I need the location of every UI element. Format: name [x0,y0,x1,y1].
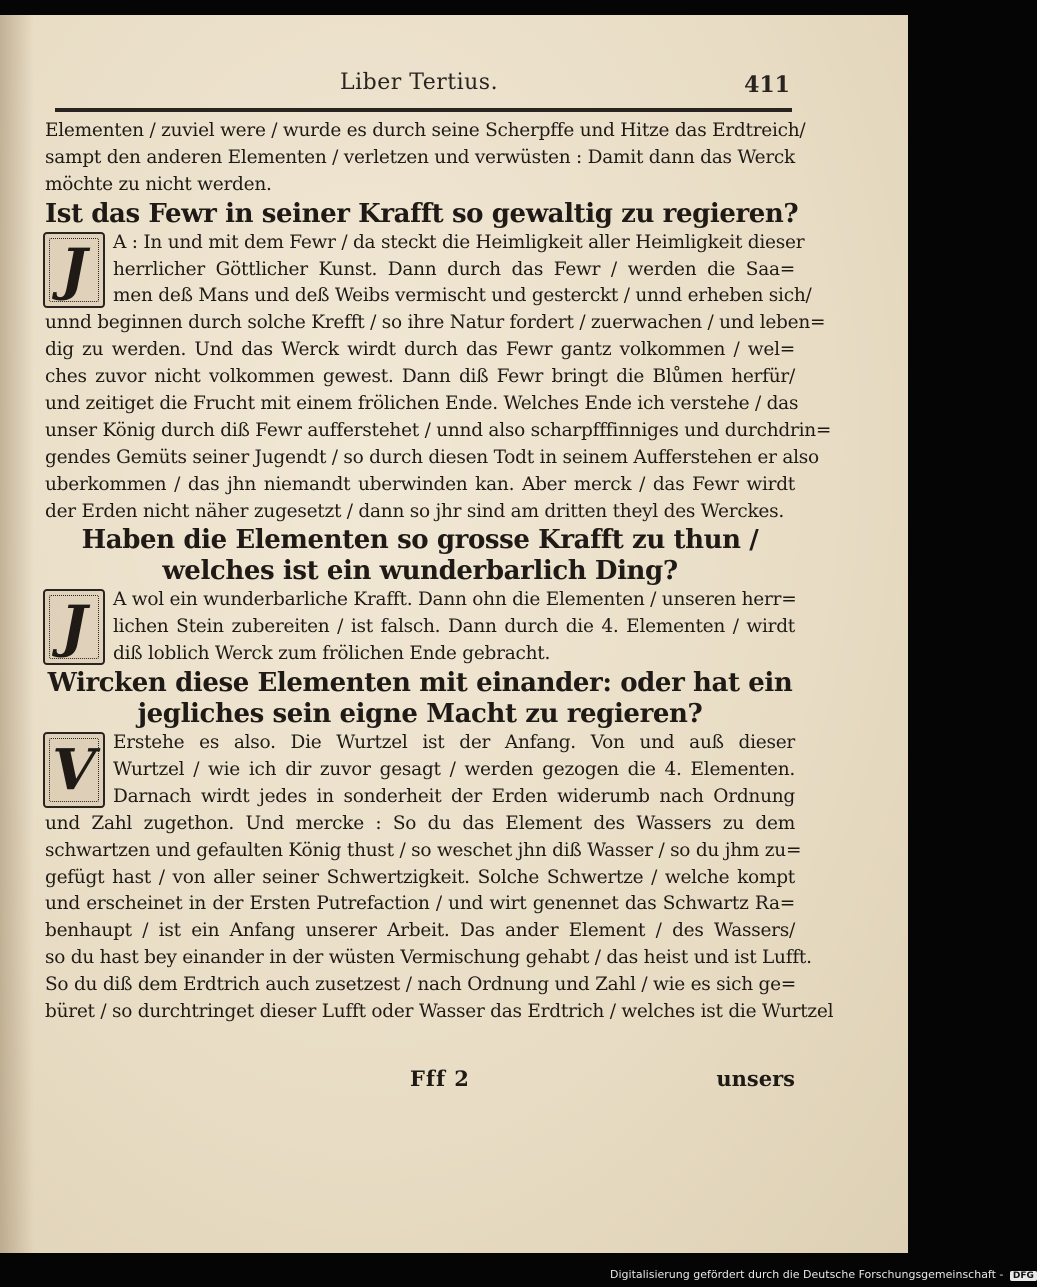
text-line: sampt den anderen Elementen / verletzen und verwüsten : Damit dann das Werck [45,146,795,168]
credit-text: Digitalisierung gefördert durch die Deutsche Forschungsgemeinschaft - [610,1268,1004,1281]
running-title: Liber Tertius. [340,70,499,95]
catchword: unsers [716,1066,795,1091]
text-line: büret / so durchtringet dieser Lufft oder Wasser das Erdtrich / welches ist die Wurtzel [45,1001,834,1023]
header-rule [55,108,792,112]
digitization-credit [610,1268,1037,1281]
paragraph [45,730,834,1026]
section-heading: Ist das Fewr in seiner Krafft so gewaltig zu regieren? [45,198,799,229]
paragraph [45,587,795,668]
text-line: ches zuvor nicht volkommen gewest. Dann diß Fewr bringt die Blůmen herfür/ [45,366,795,388]
decorated-initial: J [43,589,105,665]
decorated-initial: V [43,732,105,808]
text-line: unnd beginnen durch solche Krefft / so ihre Natur fordert / zuerwachen / und leben= [45,312,826,334]
text-line: lichen Stein zubereiten / ist falsch. Dann durch die 4. Elementen / wirdt [113,616,795,638]
section-heading: Haben die Elementen so grosse Krafft zu thun / [81,525,759,556]
section-heading: Wircken diese Elementen mit einander: oder hat ein [47,668,793,699]
text-line: Elementen / zuviel were / wurde es durch seine Scherpffe und Hitze das Erdtreich/ [45,120,806,141]
text-line: A : In und mit dem Fewr / da steckt die Heimligkeit aller Heimligkeit dieser [113,231,805,253]
text-line: so du hast bey einander in der wüsten Vermischung gehabt / das heist und ist Lufft. [45,947,812,969]
section-heading: jegliches sein eigne Macht zu regieren? [137,699,703,730]
text-line: men deß Mans und deß Weibs vermischt und gesterckt / unnd erheben sich/ [113,285,812,307]
text-line: So du diß dem Erdtrich auch zusetzest / nach Ordnung und Zahl / wie es sich ge= [45,974,797,996]
text-line: schwartzen und gefaulten König thust / so weschet jhn diß Wasser / so du jhm zu= [45,839,802,861]
decorated-initial: J [43,232,105,308]
text-line: unser König durch diß Fewr aufferstehet / unnd also scharpfffinniges und durchdrin= [45,419,832,441]
section-heading: welches ist ein wunderbarlich Ding? [162,556,678,587]
text-line: A wol ein wunderbarliche Krafft. Dann ohn die Elementen / unseren herr= [113,589,797,611]
text-line: gendes Gemüts seiner Jugendt / so durch diesen Todt in seinem Aufferstehen er also [45,446,819,468]
dfg-logo: DFG [1010,1271,1037,1281]
page-number: 411 [744,72,790,98]
page-footer [45,1066,795,1094]
page-header [40,70,790,100]
text-line: herrlicher Göttlicher Kunst. Dann durch das Fewr / werden die Saa= [113,258,795,280]
page-body [45,118,834,1026]
text-line: und zeitiget die Frucht mit einem frölichen Ende. Welches Ende ich verstehe / das [45,393,799,415]
text-line: benhaupt / ist ein Anfang unserer Arbeit. Das ander Element / des Wassers/ [45,920,795,942]
text-line: diß loblich Werck zum frölichen Ende gebracht. [113,643,551,665]
text-line: Erstehe es also. Die Wurtzel ist der Anfang. Von und auß dieser [113,732,795,754]
text-line: dig zu werden. Und das Werck wirdt durch das Fewr gantz volkommen / wel= [45,339,795,361]
signature-mark: Fff 2 [410,1066,470,1091]
text-line: uberkommen / das jhn niemandt uberwinden kan. Aber merck / das Fewr wirdt [45,473,795,495]
text-line: möchte zu nicht werden. [45,173,272,195]
text-line: gefügt hast / von aller seiner Schwertzigkeit. Solche Schwertze / welche kompt [45,866,795,888]
text-line: der Erden nicht näher zugesetzt / dann so jhr sind am dritten theyl des Werckes. [45,500,784,522]
text-line: und Zahl zugethon. Und mercke : So du das Element des Wassers zu dem [45,812,795,834]
paragraph [45,230,832,526]
text-line: Darnach wirdt jedes in sonderheit der Erden widerumb nach Ordnung [113,785,795,807]
text-line: und erscheinet in der Ersten Putrefaction / und wirt genennet das Schwartz Ra= [45,893,795,915]
text-line: Wurtzel / wie ich dir zuvor gesagt / werden gezogen die 4. Elementen. [113,759,795,781]
